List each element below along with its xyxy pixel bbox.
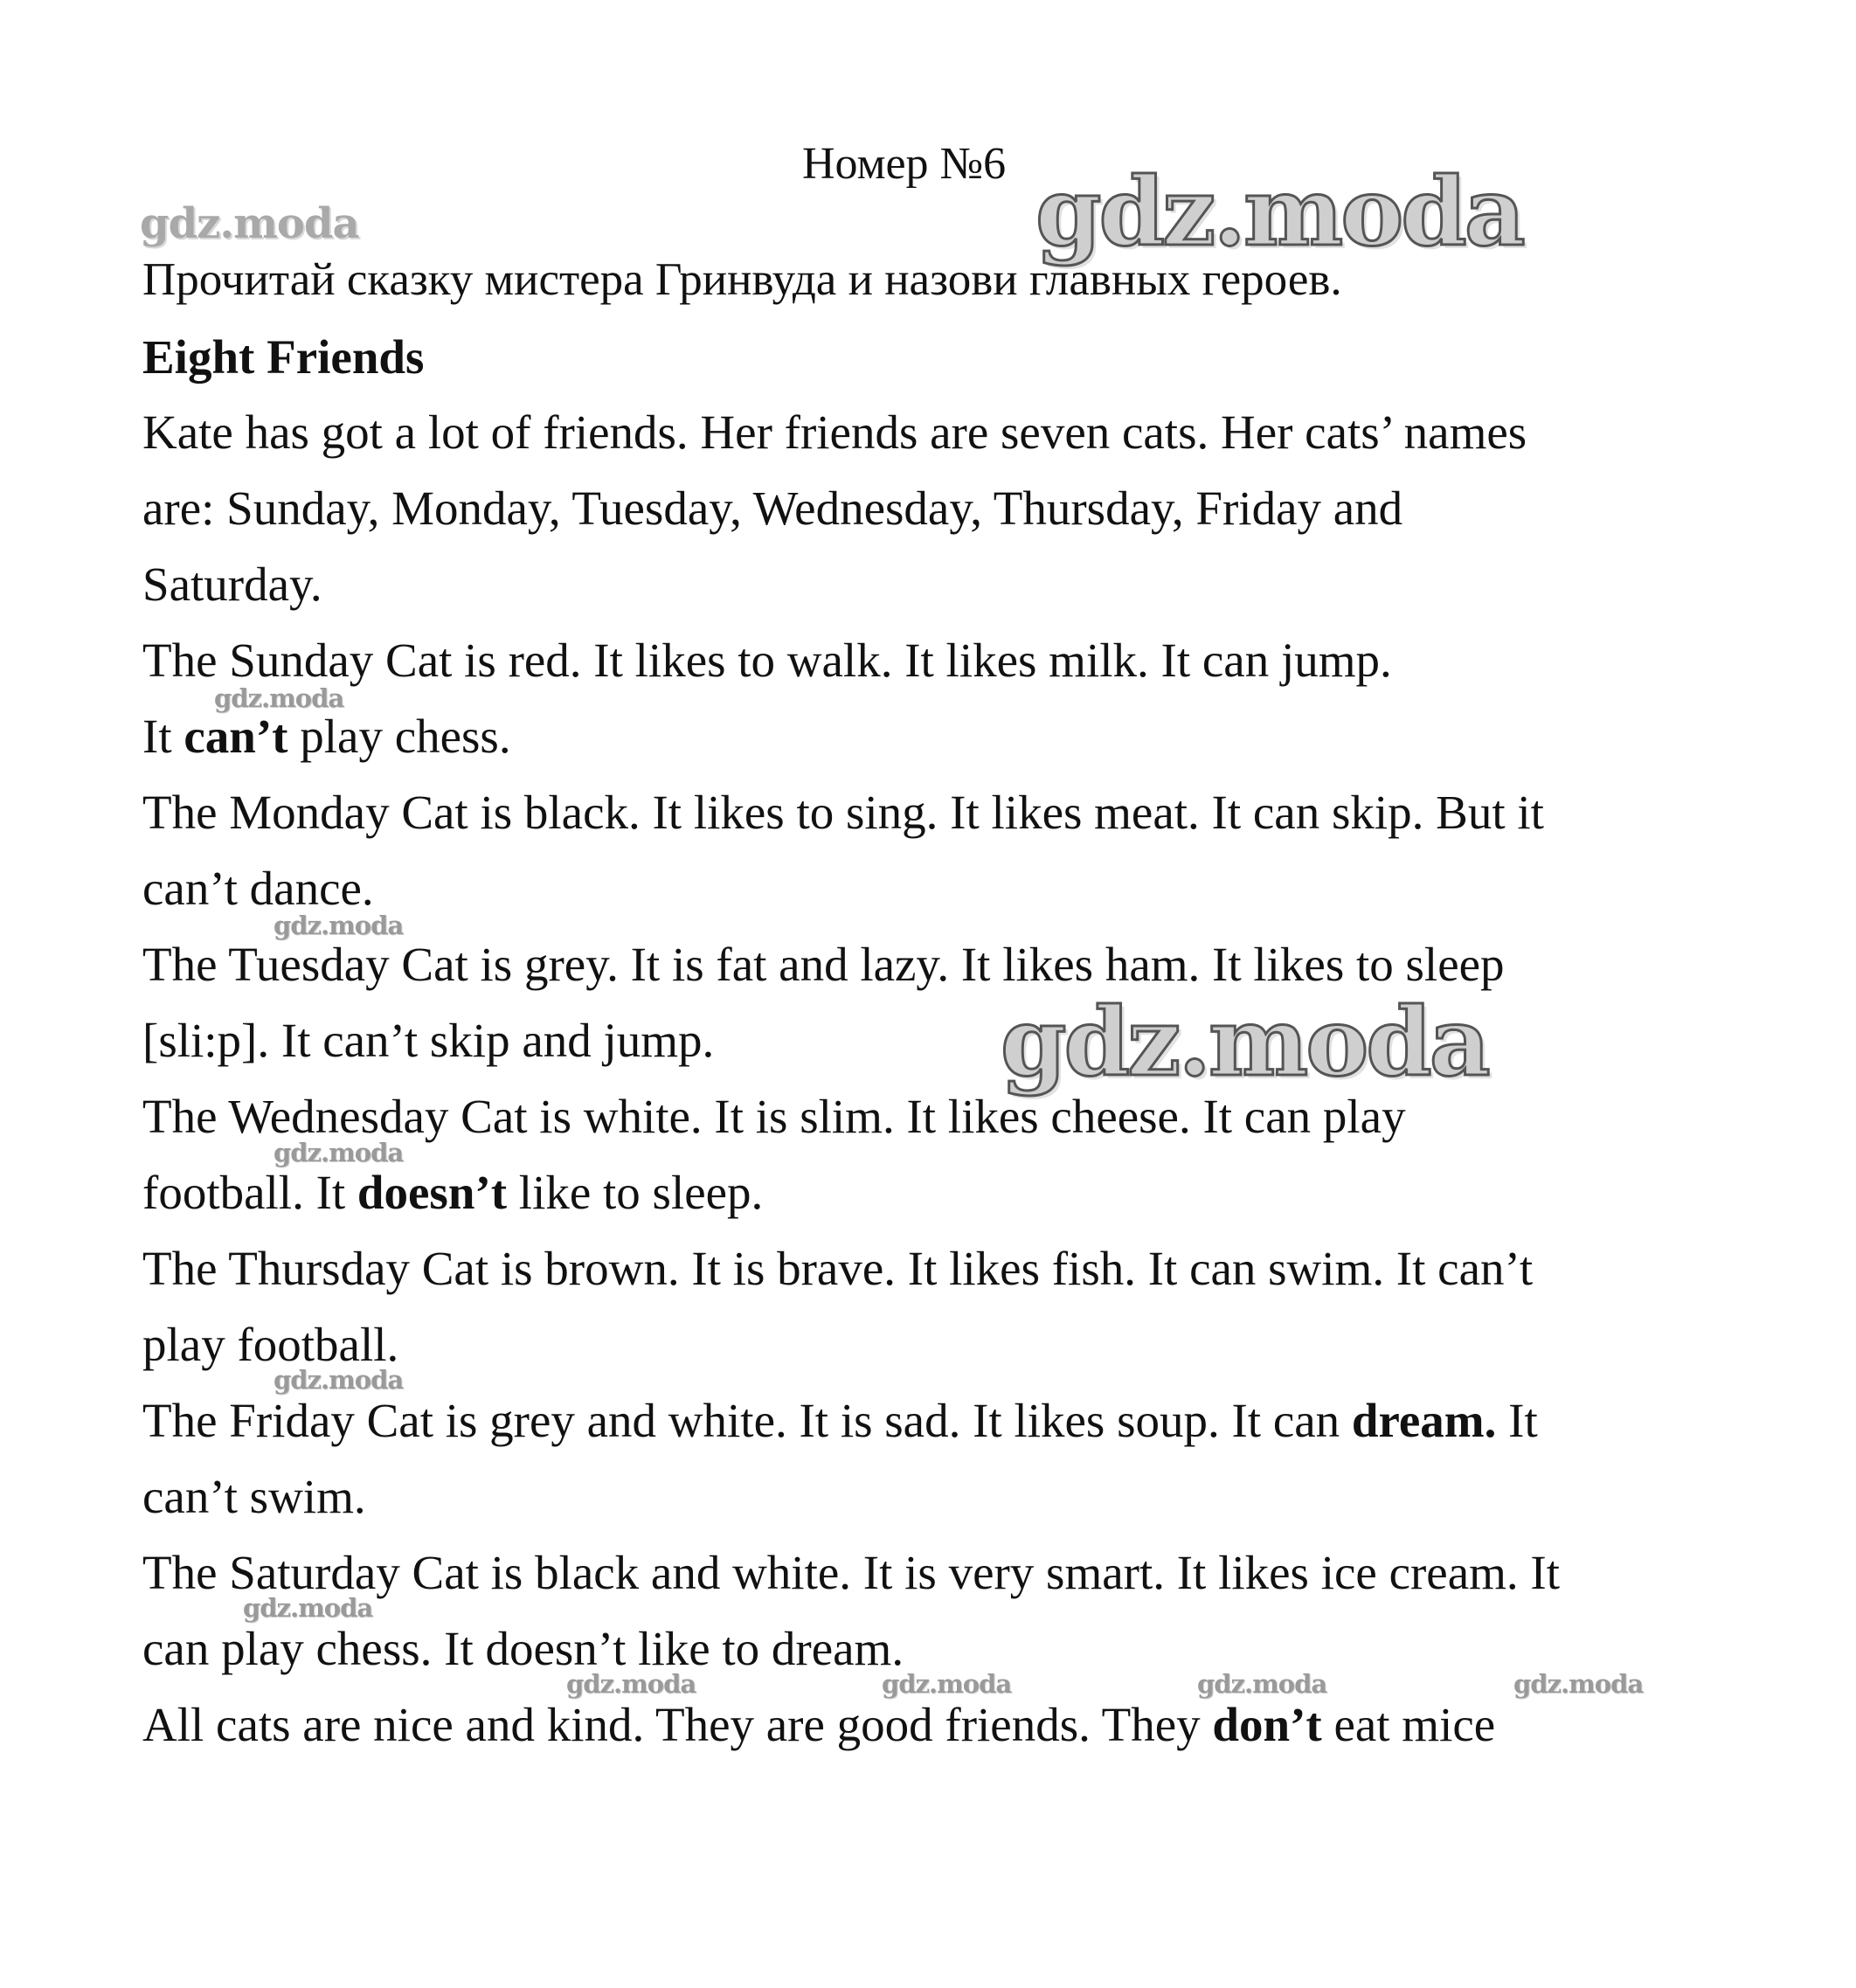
watermark: gdz.moda — [882, 1669, 1012, 1699]
watermark-large: gdz.moda — [1035, 157, 1523, 267]
story-line-5 — [142, 709, 511, 765]
text-run: The Friday Cat is grey and white. It is sad. It likes soup. It can — [142, 1394, 1352, 1447]
story-line-4: The Sunday Cat is red. It likes to walk. It likes milk. It can jump. — [142, 634, 1392, 687]
story-line-17: can play chess. It doesn’t like to dream. — [142, 1622, 904, 1675]
story-line-12: The Thursday Cat is brown. It is brave. It likes fish. It can swim. It can’t — [142, 1242, 1534, 1295]
emphasis-cant: can’t — [184, 710, 288, 763]
text-run: It — [142, 710, 184, 763]
emphasis-dont: don’t — [1212, 1698, 1322, 1751]
task-instruction: Прочитай сказку мистера Гринвуда и назови главных героев. — [142, 254, 1342, 305]
watermark: gdz.moda — [243, 1593, 373, 1623]
story-line-2: are: Sunday, Monday, Tuesday, Wednesday, Thursday, Friday and — [142, 481, 1403, 535]
story-line-1: Kate has got a lot of friends. Her friends are seven cats. Her cats’ names — [142, 405, 1527, 459]
watermark: gdz.moda — [274, 1365, 404, 1395]
story-line-3: Saturday. — [142, 558, 322, 611]
story-line-15: can’t swim. — [142, 1470, 366, 1523]
watermark: gdz.moda — [274, 1138, 404, 1167]
watermark: gdz.moda — [140, 199, 359, 248]
watermark: gdz.moda — [274, 911, 404, 940]
story-title: Eight Friends — [142, 330, 425, 384]
story-line-10: The Wednesday Cat is white. It is slim. It likes cheese. It can play — [142, 1090, 1406, 1143]
text-run: All cats are nice and kind. They are good friends. They — [142, 1698, 1213, 1751]
story-line-13: play football. — [142, 1318, 399, 1371]
text-run: eat mice — [1321, 1698, 1496, 1751]
story-line-9: [sli:p]. It can’t skip and jump. — [142, 1014, 715, 1067]
exercise-number: Номер №6 — [802, 139, 1007, 189]
emphasis-doesnt: doesn’t — [357, 1166, 508, 1219]
text-run: play chess. — [287, 710, 511, 763]
story-line-6: The Monday Cat is black. It likes to sing. It likes meat. It can skip. But it — [142, 786, 1544, 839]
watermark-large: gdz.moda — [1001, 987, 1488, 1098]
watermark: gdz.moda — [566, 1669, 696, 1699]
text-run: like to sleep. — [507, 1166, 764, 1219]
story-line-11 — [142, 1165, 763, 1221]
text-run: football. It — [142, 1166, 357, 1219]
emphasis-dream: dream. — [1351, 1394, 1497, 1447]
watermark: gdz.moda — [1513, 1669, 1644, 1699]
watermark: gdz.moda — [214, 683, 344, 713]
story-line-8: The Tuesday Cat is grey. It is fat and lazy. It likes ham. It likes to sleep — [142, 938, 1505, 991]
text-run: It — [1496, 1394, 1538, 1447]
story-line-7: can’t dance. — [142, 862, 374, 915]
story-line-14 — [142, 1393, 1538, 1449]
story-line-16: The Saturday Cat is black and white. It is very smart. It likes ice cream. It — [142, 1546, 1560, 1599]
watermark: gdz.moda — [1197, 1669, 1327, 1699]
story-line-18 — [142, 1697, 1495, 1753]
